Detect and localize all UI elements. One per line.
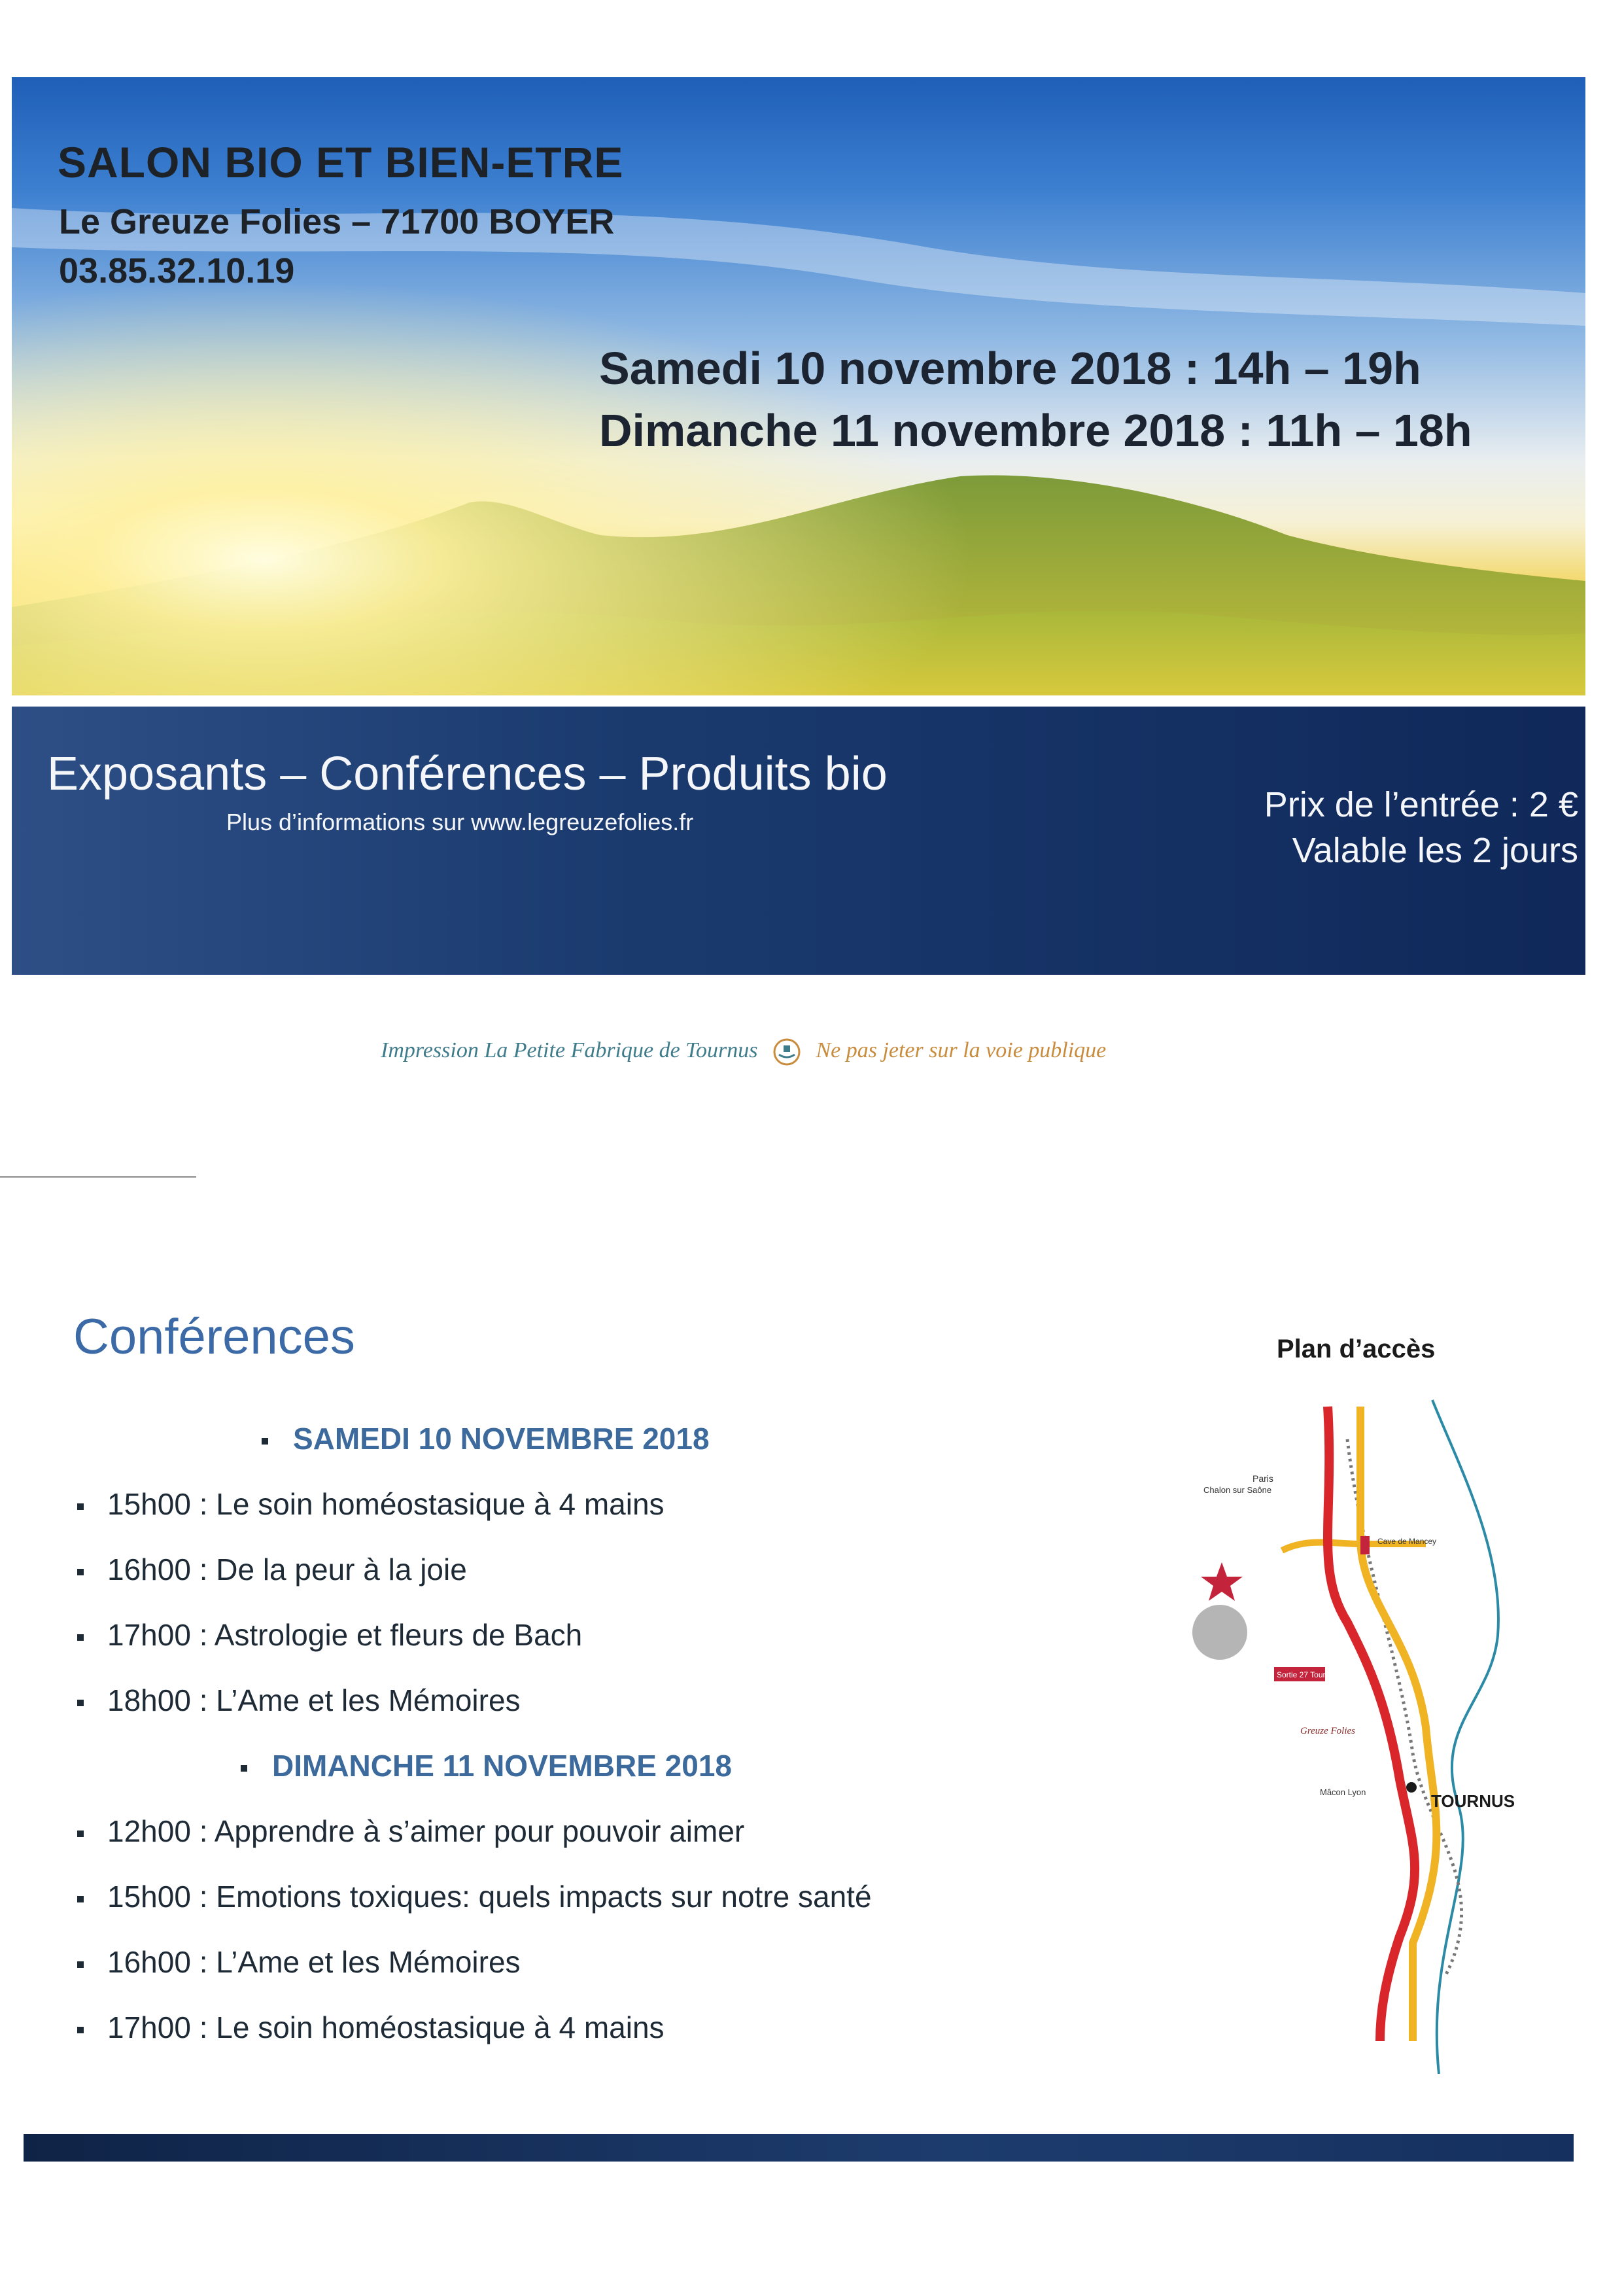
litter-notice: Ne pas jeter sur la voie publique <box>816 1038 1107 1062</box>
access-map <box>1151 1387 1544 2074</box>
bullet-icon <box>241 1765 247 1772</box>
phone-number: 03.85.32.10.19 <box>59 251 295 290</box>
label-chalon: Chalon sur Saône <box>1203 1485 1272 1495</box>
red-road <box>1328 1407 1415 2041</box>
list-item: 17h00 : Le soin homéostasique à 4 mains <box>77 2010 665 2045</box>
list-item: 16h00 : De la peur à la joie <box>77 1552 467 1587</box>
printer-logo-icon <box>772 1038 801 1066</box>
hero-landscape-image <box>12 77 1585 695</box>
entry-price: Prix de l’entrée : 2 € <box>1264 785 1578 824</box>
sunday-hours: Dimanche 11 novembre 2018 : 11h – 18h <box>599 405 1472 456</box>
list-item: 12h00 : Apprendre à s’aimer pour pouvoir aimer <box>77 1813 744 1849</box>
list-item: 15h00 : Le soin homéostasique à 4 mains <box>77 1486 665 1522</box>
label-macon: Mâcon Lyon <box>1320 1787 1366 1797</box>
list-item: 16h00 : L’Ame et les Mémoires <box>77 1944 521 1980</box>
list-item: 15h00 : Emotions toxiques: quels impacts sur notre santé <box>77 1879 872 1914</box>
bullet-icon <box>77 1634 84 1641</box>
map-title: Plan d’accès <box>1277 1335 1436 1363</box>
price-block <box>1264 782 1578 873</box>
venue-address: Le Greuze Folies – 71700 BOYER <box>59 202 615 241</box>
label-cave: Cave de Mancey <box>1377 1537 1437 1546</box>
venue-star-icon <box>1201 1562 1243 1601</box>
valid-both-days: Valable les 2 jours <box>1292 831 1578 870</box>
bullet-icon <box>262 1438 268 1445</box>
label-exit: Sortie 27 Tournus <box>1277 1670 1338 1679</box>
bullet-icon <box>77 1896 84 1902</box>
area-circle <box>1192 1605 1247 1660</box>
saturday-hours: Samedi 10 novembre 2018 : 14h – 19h <box>599 343 1421 394</box>
bottom-bar <box>24 2134 1574 2162</box>
cave-marker <box>1360 1536 1370 1554</box>
bullet-icon <box>77 1831 84 1837</box>
event-tagline: Exposants – Conférences – Produits bio <box>47 748 888 800</box>
label-paris: Paris <box>1253 1473 1273 1484</box>
printer-credit <box>381 1038 1106 1066</box>
river-line <box>1432 1400 1498 2074</box>
sunday-heading: DIMANCHE 11 NOVEMBRE 2018 <box>241 1748 732 1783</box>
saturday-heading: SAMEDI 10 NOVEMBRE 2018 <box>262 1421 710 1456</box>
tournus-dot <box>1406 1782 1417 1793</box>
list-item: 18h00 : L’Ame et les Mémoires <box>77 1683 521 1718</box>
bullet-icon <box>77 1503 84 1510</box>
website-info: Plus d’informations sur www.legreuzefolies.fr <box>226 809 694 835</box>
bullet-icon <box>77 2027 84 2033</box>
bullet-icon <box>77 1569 84 1575</box>
printer-name: Impression La Petite Fabrique de Tournus <box>381 1038 758 1062</box>
bullet-icon <box>77 1961 84 1968</box>
label-venue: Greuze Folies <box>1300 1726 1356 1736</box>
page-divider <box>0 1176 196 1178</box>
label-tournus: TOURNUS <box>1431 1791 1515 1811</box>
conferences-title: Conférences <box>73 1309 355 1365</box>
bullet-icon <box>77 1700 84 1706</box>
list-item: 17h00 : Astrologie et fleurs de Bach <box>77 1617 582 1653</box>
railway-line <box>1347 1439 1462 1976</box>
event-title: SALON BIO ET BIEN-ETRE <box>58 138 624 186</box>
